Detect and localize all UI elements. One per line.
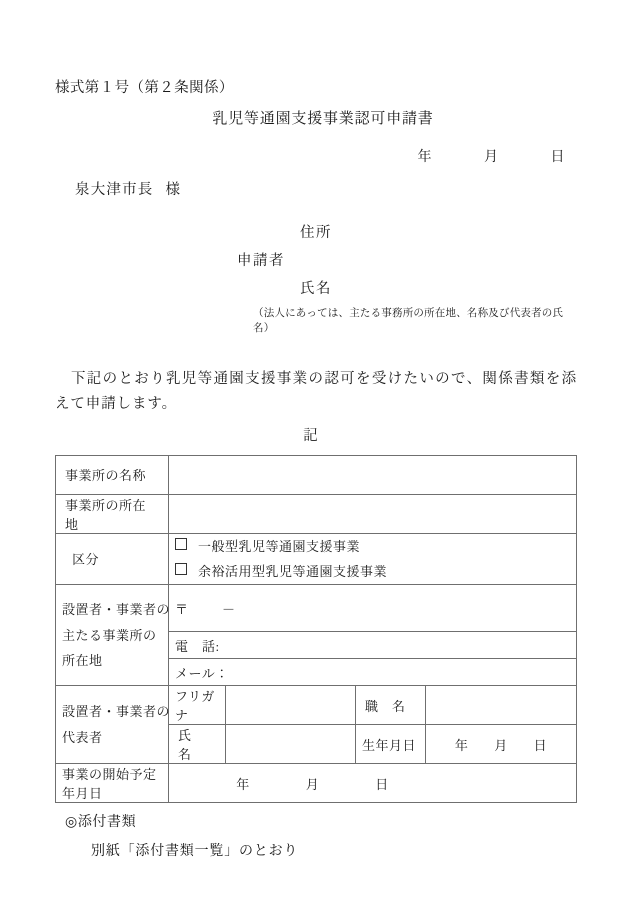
operator-address-label-line3: 所在地 [62,652,103,668]
furigana-label-cell [169,686,226,725]
category-option-general-label: 一般型乳児等通園支援事業 [198,538,361,554]
table-row-category [56,533,577,585]
applicant-block [55,221,577,309]
applicant-label: 申請者 [237,252,285,269]
operator-mail-label: メール： [175,665,229,681]
body-paragraph: 下記のとおり乳児等通園支援事業の認可を受けたいので、関係書類を添えて申請します。 [55,370,577,413]
birthdate-month-label: 月 [494,737,508,753]
start-date-input-cell[interactable] [169,764,577,803]
attachments-item: 別紙「添付書類一覧」のとおり [91,844,299,860]
category-label-cell [56,533,169,585]
office-address-label: 事業所の所在地 [65,497,147,532]
birthdate-year-label: 年 [454,737,469,753]
operator-mail-cell[interactable] [169,659,577,686]
birthdate-label: 生年月日 [362,737,417,753]
representative-name-label-cell [169,725,226,764]
category-option-general[interactable] [175,534,570,559]
furigana-input-cell[interactable] [226,686,356,725]
checkbox-icon[interactable] [175,538,187,550]
ki-marker: 記 [303,427,319,444]
birthdate-input-cell[interactable] [426,725,577,764]
applicant-address-label: 住所 [300,224,332,241]
application-table [55,455,577,804]
date-year-label: 年 [417,149,432,165]
start-date-month-label: 月 [305,776,320,792]
form-number: 様式第１号（第２条関係） [55,80,234,96]
document-title: 乳児等通園支援事業認可申請書 [212,110,434,127]
applicant-name-label: 氏名 [300,280,332,297]
start-date-day-label: 日 [375,776,389,792]
applicant-note: （法人にあっては、主たる事務所の所在地、名称及び代表者の氏名） [253,307,564,334]
job-title-input-cell[interactable] [426,686,577,725]
addressee-name: 泉大津市長 [75,181,154,198]
date-day-label: 日 [550,149,565,165]
table-row-start-date [56,764,577,803]
start-date-year-label: 年 [236,776,250,792]
start-date-label-cell [56,764,169,803]
category-label: 区分 [72,552,100,568]
representative-name-label: 氏 名 [178,728,206,763]
operator-zip-cell[interactable] [169,585,577,632]
office-name-label-cell [56,455,169,494]
representative-label-line2: 代表者 [62,729,103,745]
office-address-label-cell [56,494,169,533]
office-name-label: 事業所の名称 [65,468,147,483]
representative-label-cell [56,686,169,764]
zip-dash: － [222,601,236,617]
birthdate-label-cell [356,725,426,764]
submission-date-line [55,146,577,166]
furigana-label: フリガナ [175,689,215,724]
table-row-operator-zip [56,585,577,632]
date-month-label: 月 [484,149,499,165]
category-option-surplus[interactable] [175,559,570,584]
checkbox-icon[interactable] [175,563,187,575]
start-date-label: 事業の開始予定年月日 [62,767,157,802]
representative-label-line1: 設置者・事業者の [62,704,171,720]
table-row-office-address [56,494,577,533]
birthdate-date-units [432,735,570,754]
job-title-label: 職 名 [365,698,406,714]
category-options-cell [169,533,577,585]
office-name-input-cell[interactable] [169,455,577,494]
operator-address-label-line1: 設置者・事業者の [62,602,171,618]
document-body [55,78,577,860]
operator-tel-cell[interactable] [169,632,577,659]
category-option-surplus-label: 余裕活用型乳児等通園支援事業 [198,563,388,579]
postal-mark-icon: 〒 [175,601,189,617]
table-row-office-name [56,455,577,494]
addressee [55,178,577,199]
start-date-units [175,774,570,793]
attachments-heading: ◎添付書類 [65,815,137,831]
job-title-label-cell [356,686,426,725]
representative-name-input-cell[interactable] [226,725,356,764]
office-address-input-cell[interactable] [169,494,577,533]
table-row-representative-furigana [56,686,577,725]
operator-address-label-cell [56,585,169,686]
operator-address-label-line2: 主たる事業所の [62,627,157,643]
birthdate-day-label: 日 [533,737,548,753]
operator-tel-label: 電 話: [175,638,220,654]
addressee-honorific: 様 [165,181,182,198]
